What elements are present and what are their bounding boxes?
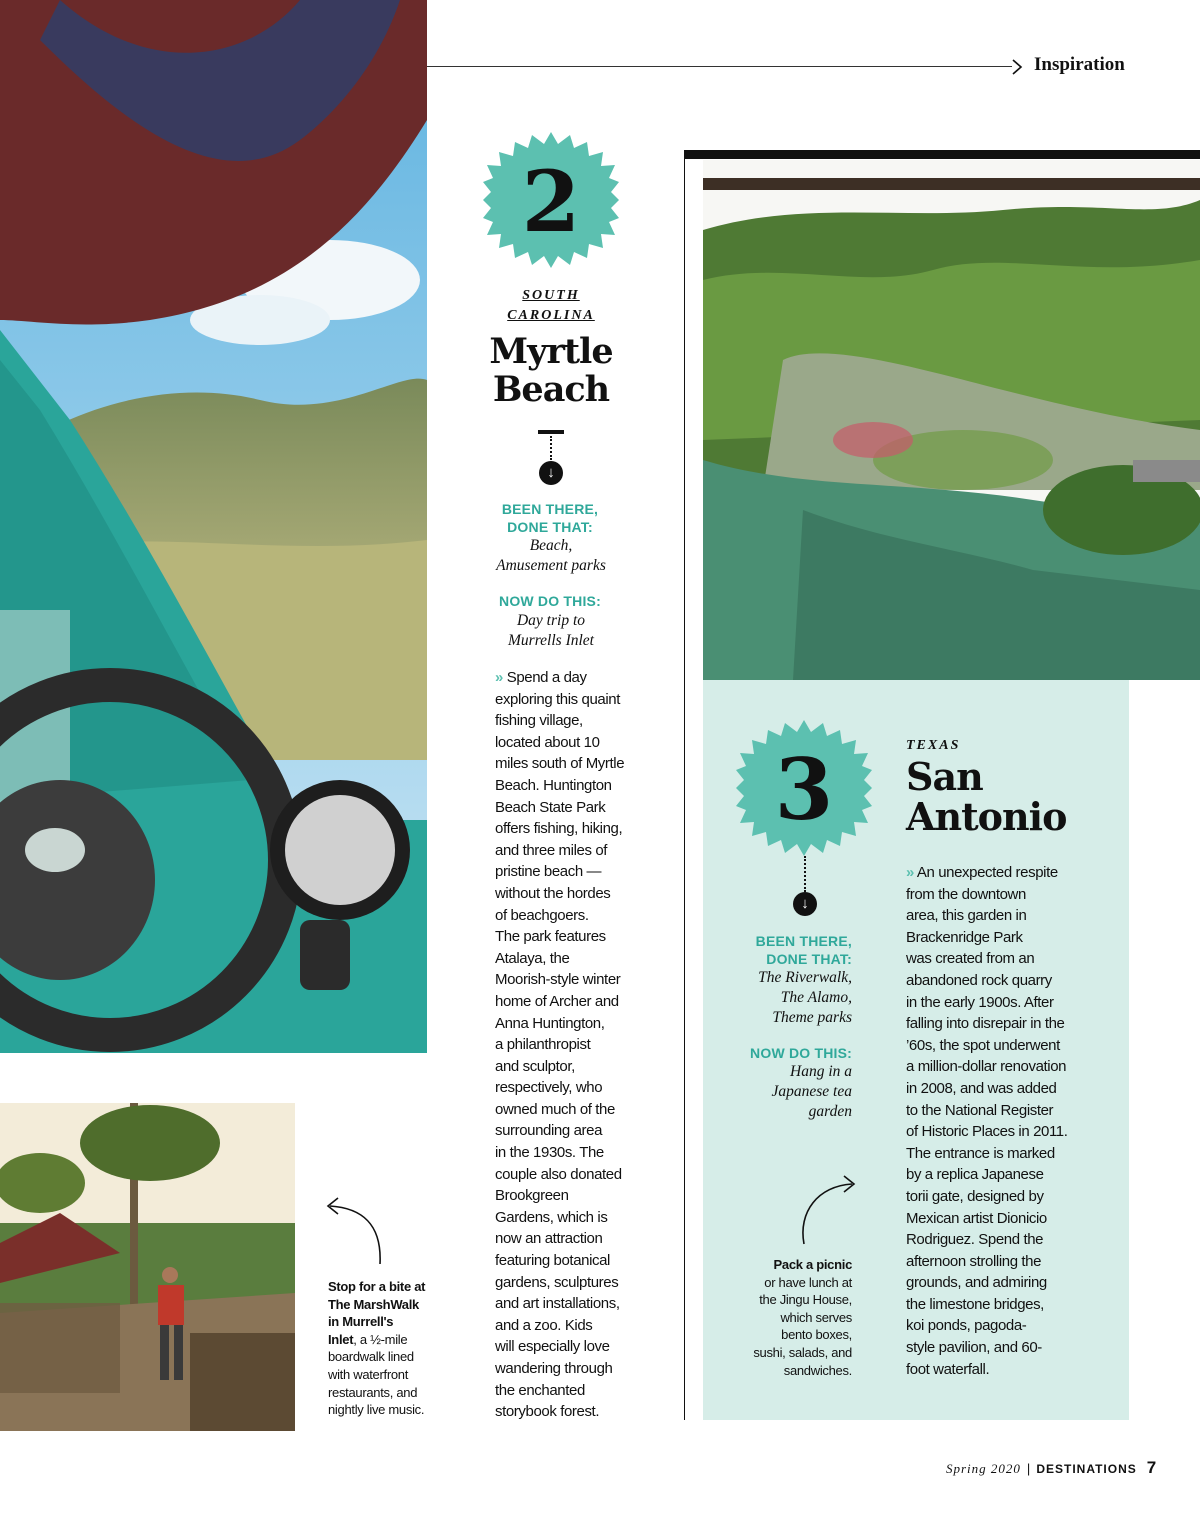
body-line: owned much of the	[495, 1100, 615, 1118]
body-line: in the early 1900s. After	[906, 993, 1054, 1011]
state-label	[490, 286, 612, 326]
body-line: and a zoo. Kids	[495, 1316, 593, 1334]
badge-number: 3	[774, 740, 834, 839]
body-line: Anna Huntington,	[495, 1014, 605, 1032]
myrtle-beach-body	[495, 667, 640, 1423]
body-line: miles south of Myrtle	[495, 755, 625, 773]
column-divider	[684, 150, 685, 1420]
pin-dots	[804, 856, 806, 892]
body-line: An unexpected respite	[916, 864, 1058, 881]
italic-line: garden	[808, 1103, 852, 1120]
body-line: wandering through	[495, 1360, 613, 1377]
caption-line: sushi, salads, and	[753, 1344, 852, 1360]
state-line: SOUTH	[522, 288, 580, 303]
body-line: the enchanted	[495, 1381, 585, 1399]
caption-line: which serves	[780, 1309, 852, 1325]
body-line: Moorish-style winter	[495, 971, 621, 989]
body-line: a million-dollar renovation	[906, 1058, 1067, 1076]
kicker-line: BEEN THERE,	[501, 501, 599, 517]
been-there-kicker	[732, 932, 852, 968]
badge-number: 2	[521, 152, 581, 251]
down-arrow-icon: ↓	[539, 461, 563, 485]
italic-line: Japanese tea	[771, 1083, 852, 1100]
body-line: the limestone bridges,	[906, 1295, 1044, 1313]
body-line: located about 10	[495, 733, 600, 751]
italic-line: Beach,	[529, 537, 573, 554]
body-line: ’60s, the spot underwent	[906, 1036, 1060, 1054]
caption-bold-line: The MarshWalk	[328, 1296, 419, 1312]
body-line: without the hordes	[495, 884, 611, 902]
body-line: Beach. Huntington	[495, 776, 612, 794]
italic-line: Amusement parks	[496, 557, 606, 574]
been-there-text	[720, 968, 852, 1028]
kicker-line: DONE THAT:	[507, 519, 593, 535]
pin-dots	[550, 436, 552, 460]
body-line: Brookgreen	[495, 1187, 569, 1205]
body-line: from the downtown	[906, 885, 1026, 903]
issue-season: Spring 2020	[946, 1461, 1021, 1476]
body-line: Beach State Park	[495, 798, 606, 816]
caption-line: with waterfront	[328, 1366, 409, 1382]
state-line: CAROLINA	[507, 308, 595, 323]
body-line: of Historic Places in 2011.	[906, 1123, 1068, 1141]
italic-line: Murrells Inlet	[508, 632, 594, 649]
city-line: Myrtle	[489, 331, 613, 372]
body-line: torii gate, designed by	[906, 1187, 1044, 1205]
caption-line: nightly live music.	[328, 1402, 425, 1418]
italic-line: Hang in a	[790, 1063, 852, 1080]
body-line: featuring botanical	[495, 1252, 610, 1270]
body-line: gardens, sculptures	[495, 1273, 619, 1291]
curved-arrow-icon	[322, 1194, 392, 1266]
now-do-this-text	[720, 1062, 852, 1122]
body-line: to the National Register	[906, 1101, 1054, 1119]
column-top-rule	[684, 150, 1200, 159]
chevron-double-right-icon: »	[495, 669, 503, 686]
body-line: afternoon strolling the	[906, 1252, 1042, 1270]
body-line: fishing village,	[495, 712, 583, 730]
body-line: by a replica Japanese	[906, 1166, 1044, 1184]
kicker-line: BEEN THERE,	[755, 933, 852, 949]
san-antonio-body	[906, 862, 1086, 1380]
caption-bold-line: Inlet	[328, 1331, 354, 1347]
body-line: Brackenridge Park	[906, 928, 1023, 946]
down-arrow-icon: ↓	[793, 892, 817, 916]
been-there-text	[478, 536, 624, 576]
city-line: San	[906, 754, 983, 799]
picnic-caption	[736, 1256, 852, 1379]
caption-line: bento boxes,	[781, 1327, 852, 1343]
page-number: 7	[1146, 1458, 1157, 1477]
italic-line: The Alamo,	[780, 989, 852, 1006]
caption-line: boardwalk lined	[328, 1349, 414, 1365]
body-line: koi ponds, pagoda-	[906, 1317, 1027, 1335]
body-line: in 2008, and was added	[906, 1079, 1057, 1097]
footer-separator: |	[1026, 1461, 1031, 1476]
body-line: was created from an	[906, 950, 1035, 968]
magazine-name: DESTINATIONS	[1036, 1462, 1137, 1476]
body-line: Atalaya, the	[495, 949, 570, 967]
italic-line: The Riverwalk,	[758, 969, 852, 986]
body-line: Gardens, which is	[495, 1208, 608, 1226]
number-badge-3	[736, 720, 872, 856]
body-line: style pavilion, and 60-	[906, 1339, 1042, 1357]
body-line: Mexican artist Dionicio	[906, 1209, 1047, 1227]
curved-arrow-icon	[796, 1172, 860, 1246]
boardwalk-photo	[0, 1103, 295, 1431]
page-footer	[946, 1458, 1156, 1478]
italic-line: Day trip to	[516, 612, 586, 629]
pin-bar	[538, 430, 564, 434]
body-line: in the 1930s. The	[495, 1144, 604, 1162]
kicker-line: DONE THAT:	[766, 951, 852, 967]
body-line: foot waterfall.	[906, 1360, 990, 1378]
now-do-this-text	[478, 611, 624, 651]
van-dashboard-photo	[0, 0, 427, 1053]
body-line: Rodriguez. Spend the	[906, 1231, 1044, 1249]
caption-line: or have lunch at	[764, 1274, 852, 1290]
caption-line: , a ½-mile	[353, 1331, 408, 1347]
body-line: and three miles of	[495, 841, 608, 859]
body-line: home of Archer and	[495, 992, 619, 1010]
body-line: The park features	[495, 928, 606, 946]
caption-bold-line: Pack a picnic	[773, 1257, 852, 1272]
city-line: Beach	[492, 369, 610, 410]
body-line: and sculptor,	[495, 1057, 575, 1075]
caption-line: sandwiches.	[783, 1362, 852, 1378]
state-label: TEXAS	[906, 738, 961, 753]
body-line: abandoned rock quarry	[906, 971, 1052, 989]
body-line: respectively, who	[495, 1079, 603, 1097]
body-line: pristine beach —	[495, 863, 602, 881]
body-line: area, this garden in	[906, 907, 1027, 925]
tea-garden-photo	[703, 160, 1200, 680]
body-line: The entrance is marked	[906, 1144, 1055, 1162]
city-title	[470, 333, 632, 409]
body-line: storybook forest.	[495, 1403, 600, 1421]
been-there-kicker	[480, 500, 620, 536]
body-line: now an attraction	[495, 1230, 603, 1248]
body-line: Spend a day	[506, 669, 587, 686]
body-line: exploring this quaint	[495, 690, 621, 708]
body-line: will especially love	[495, 1338, 610, 1356]
chevron-double-right-icon: »	[906, 864, 914, 881]
caption-bold-line: in Murrell's	[328, 1314, 394, 1330]
body-line: couple also donated	[495, 1165, 622, 1183]
body-line: grounds, and admiring	[906, 1274, 1047, 1292]
number-badge-2	[483, 132, 619, 268]
now-do-this-kicker: NOW DO THIS:	[499, 593, 601, 609]
now-do-this-kicker: NOW DO THIS:	[750, 1045, 852, 1061]
section-label: Inspiration	[1034, 54, 1125, 75]
marshwalk-caption	[328, 1278, 440, 1419]
body-line: offers fishing, hiking,	[495, 820, 623, 838]
body-line: of beachgoers.	[495, 906, 589, 924]
city-title	[906, 754, 1126, 839]
chevron-right-icon	[1008, 58, 1026, 76]
body-line: surrounding area	[495, 1122, 603, 1140]
caption-line: restaurants, and	[328, 1384, 418, 1400]
body-line: and art installations,	[495, 1295, 620, 1313]
body-line: falling into disrepair in the	[906, 1015, 1065, 1033]
caption-line: the Jingu House,	[759, 1292, 852, 1308]
italic-line: Theme parks	[772, 1009, 852, 1026]
body-line: a philanthropist	[495, 1036, 591, 1054]
city-line: Antonio	[906, 794, 1067, 839]
caption-bold-line: Stop for a bite at	[328, 1279, 426, 1294]
